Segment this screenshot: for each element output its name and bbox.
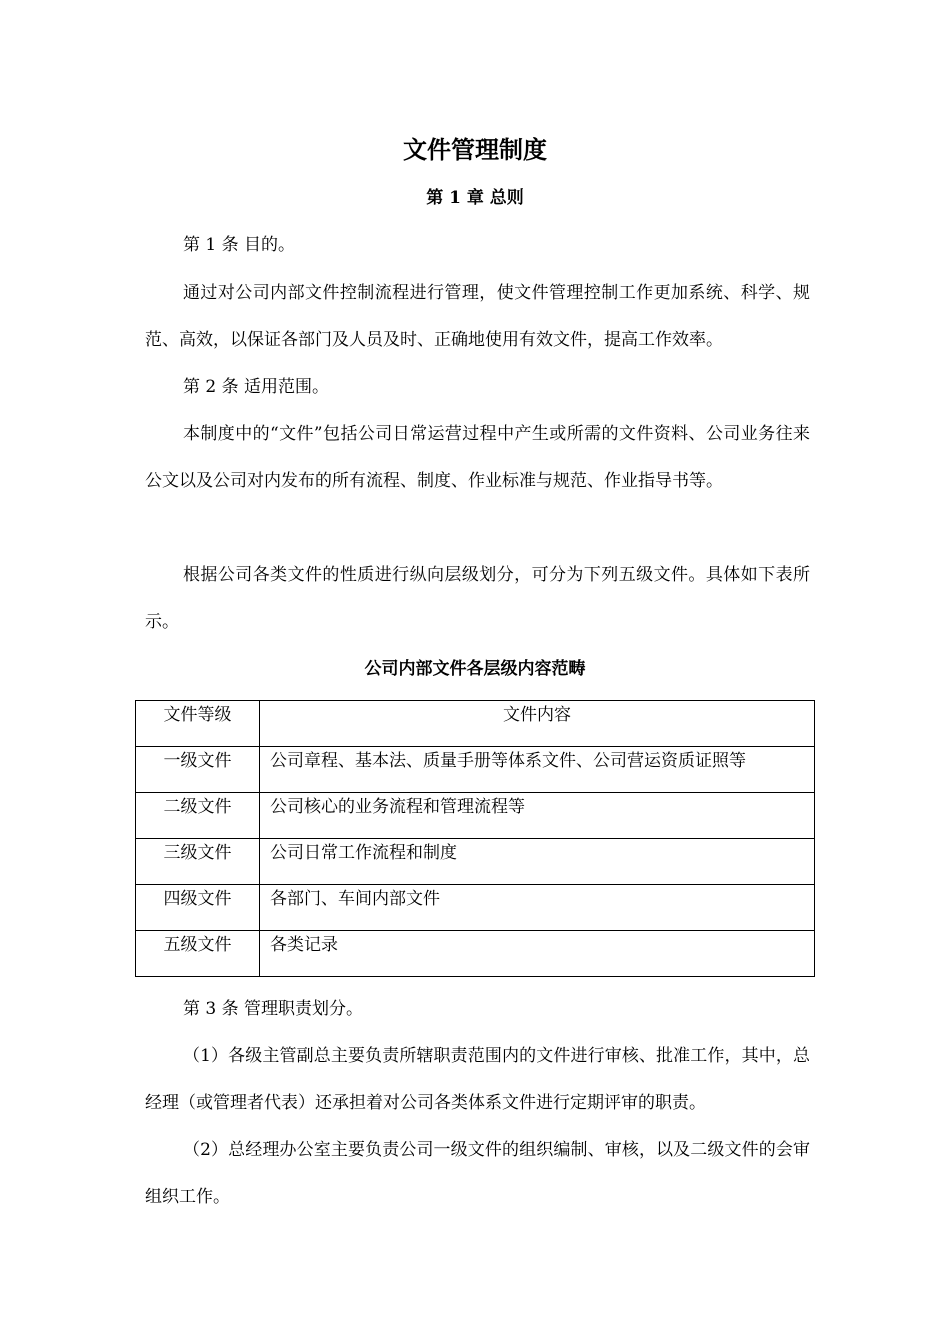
table-row — [136, 885, 815, 931]
table-cell-content: 公司章程、基本法、质量手册等体系文件、公司营运资质证照等 — [260, 747, 815, 793]
article-3-item-1: （1）各级主管副总主要负责所辖职责范围内的文件进行审核、批准工作，其中，总经理（或管理者代表）还承担着对公司各类体系文件进行定期评审的职责。 — [145, 1046, 810, 1113]
table-row — [136, 793, 815, 839]
table-cell-level: 四级文件 — [136, 885, 260, 931]
document-title: 文件管理制度 — [403, 136, 547, 164]
article-2-body: 本制度中的“文件”包括公司日常运营过程中产生或所需的文件资料、公司业务往来公文以及公司对内发布的所有流程、制度、作业标准与规范、作业指导书等。 — [145, 424, 810, 491]
article-1-heading: 第 1 条 目的。 — [183, 235, 296, 255]
table-header-content: 文件内容 — [260, 701, 815, 747]
table-intro-paragraph: 根据公司各类文件的性质进行纵向层级划分，可分为下列五级文件。具体如下表所示。 — [145, 565, 810, 632]
article-1-body: 通过对公司内部文件控制流程进行管理，使文件管理控制工作更加系统、科学、规范、高效，以保证各部门及人员及时、正确地使用有效文件，提高工作效率。 — [145, 283, 810, 350]
table-cell-level: 五级文件 — [136, 931, 260, 977]
chapter-heading: 第 1 章 总则 — [426, 188, 524, 208]
table-cell-level: 三级文件 — [136, 839, 260, 885]
table-caption: 公司内部文件各层级内容范畴 — [364, 659, 586, 679]
table-row — [136, 931, 815, 977]
table-row — [136, 747, 815, 793]
table-cell-level: 二级文件 — [136, 793, 260, 839]
table-row — [136, 839, 815, 885]
table-cell-content: 公司日常工作流程和制度 — [260, 839, 815, 885]
table-header-level: 文件等级 — [136, 701, 260, 747]
table-cell-content: 各类记录 — [260, 931, 815, 977]
table-cell-level: 一级文件 — [136, 747, 260, 793]
table-cell-content: 各部门、车间内部文件 — [260, 885, 815, 931]
table-header-row — [136, 701, 815, 747]
article-3-item-2: （2）总经理办公室主要负责公司一级文件的组织编制、审核，以及二级文件的会审组织工作。 — [145, 1140, 810, 1207]
document-levels-table — [135, 700, 815, 977]
table-cell-content: 公司核心的业务流程和管理流程等 — [260, 793, 815, 839]
article-2-heading: 第 2 条 适用范围。 — [183, 377, 330, 397]
article-3-heading: 第 3 条 管理职责划分。 — [183, 999, 364, 1019]
